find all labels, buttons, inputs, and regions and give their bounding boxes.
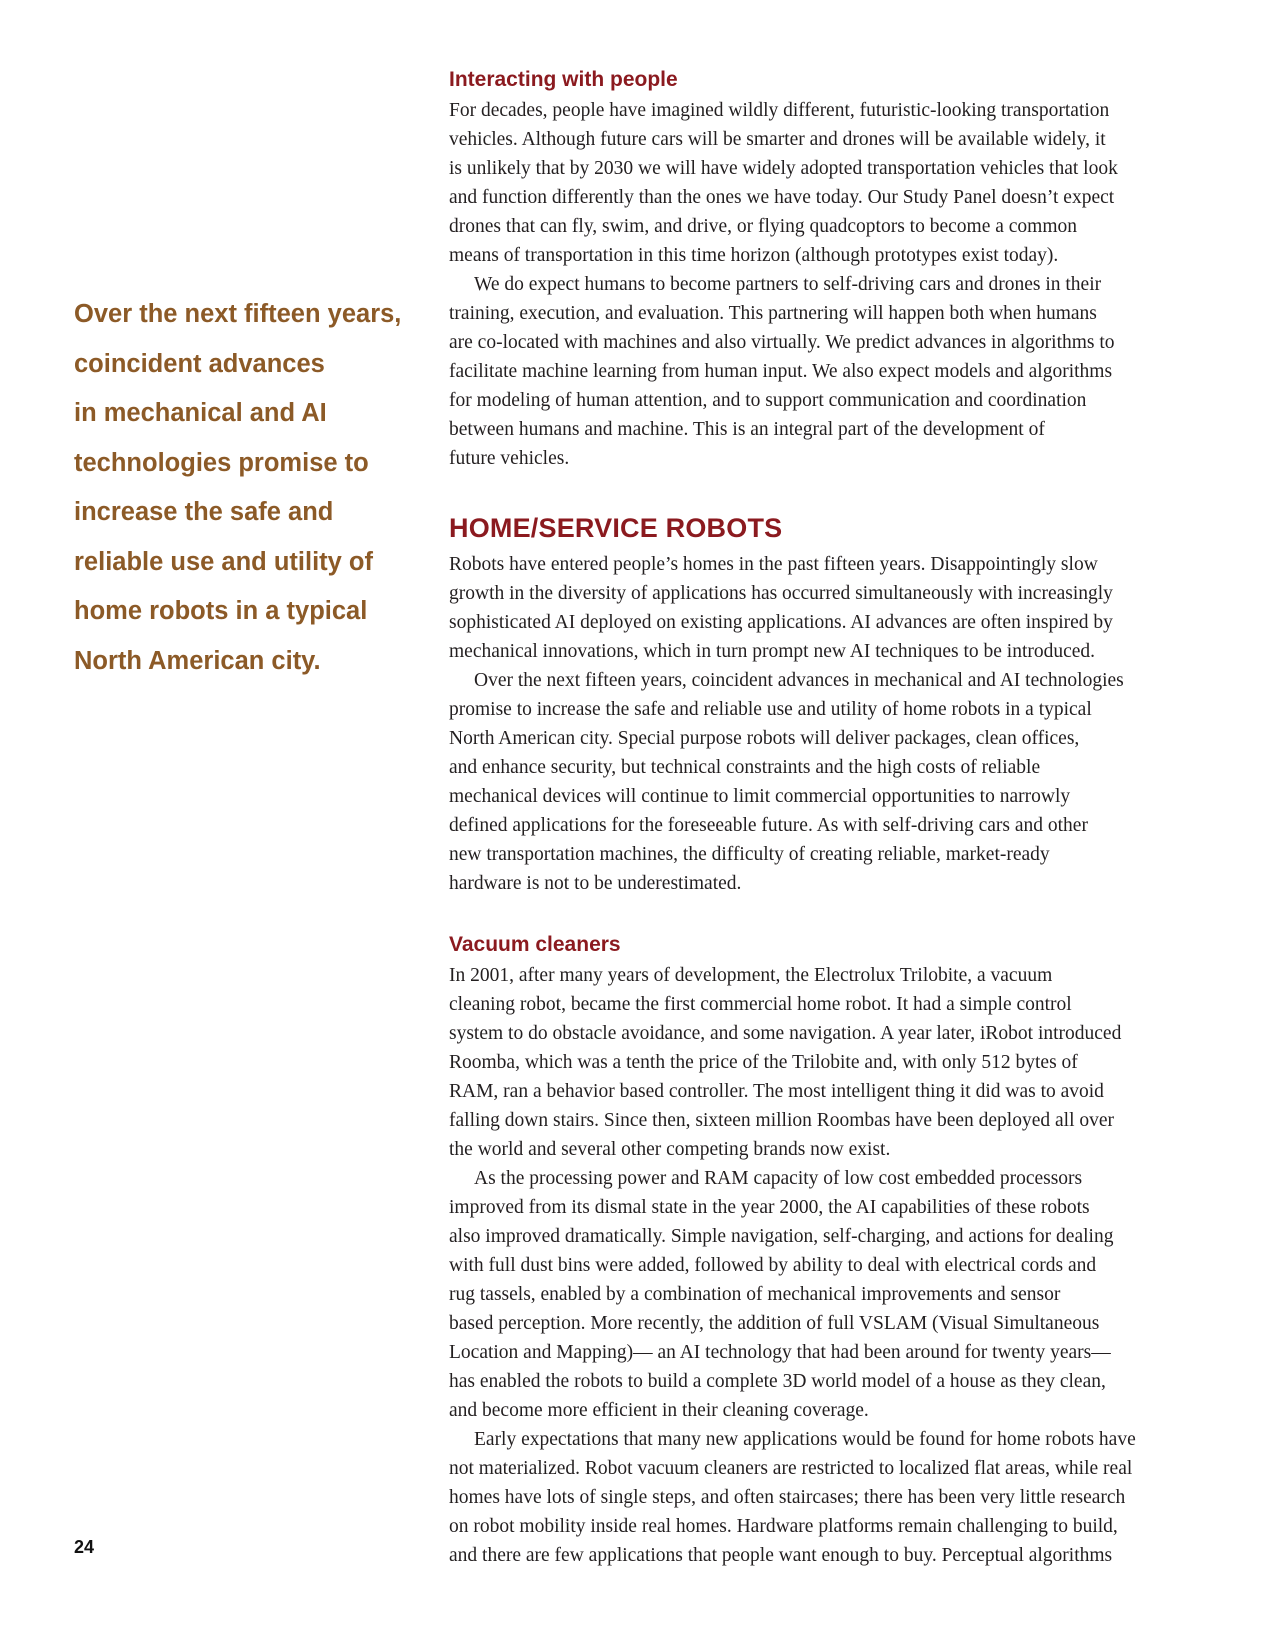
text-line: mechanical devices will continue to limit commercial opportunities to narrowly bbox=[449, 786, 1071, 807]
text-line: We do expect humans to become partners to self-driving cars and drones in their bbox=[474, 274, 1102, 295]
text-line: and there are few applications that people want enough to buy. Perceptual algorithms bbox=[449, 1545, 1113, 1566]
text-line: sophisticated AI deployed on existing applications. AI advances are often inspired by bbox=[449, 612, 1113, 633]
paragraph bbox=[449, 961, 1209, 1164]
text-line: has enabled the robots to build a complete 3D world model of a house as they clean, bbox=[449, 1371, 1106, 1392]
text-line: and function differently than the ones we have today. Our Study Panel doesn’t expect bbox=[449, 187, 1115, 208]
text-line: new transportation machines, the difficulty of creating reliable, market-ready bbox=[449, 844, 1050, 865]
text-line: rug tassels, enabled by a combination of mechanical improvements and sensor bbox=[449, 1284, 1061, 1305]
pull-quote bbox=[74, 290, 424, 686]
text-line: For decades, people have imagined wildly different, futuristic-looking transportation bbox=[449, 100, 1110, 121]
paragraph bbox=[449, 1425, 1209, 1570]
text-line: Location and Mapping)— an AI technology that had been around for twenty years— bbox=[449, 1342, 1111, 1363]
text-line: training, execution, and evaluation. This partnering will happen both when humans bbox=[449, 303, 1097, 324]
text-line: for modeling of human attention, and to support communication and coordination bbox=[449, 390, 1087, 411]
text-line: not materialized. Robot vacuum cleaners are restricted to localized flat areas, while real bbox=[449, 1458, 1133, 1479]
text-line: hardware is not to be underestimated. bbox=[449, 873, 742, 894]
text-line: facilitate machine learning from human input. We also expect models and algorithms bbox=[449, 361, 1113, 382]
text-line: RAM, ran a behavior based controller. The most intelligent thing it did was to avoid bbox=[449, 1081, 1104, 1102]
text-line: vehicles. Although future cars will be smarter and drones will be available widely, it bbox=[449, 129, 1106, 150]
text-line: Over the next fifteen years, coincident advances in mechanical and AI technologies bbox=[474, 670, 1124, 691]
text-line: drones that can fly, swim, and drive, or flying quadcoptors to become a common bbox=[449, 216, 1077, 237]
paragraph bbox=[449, 1164, 1209, 1425]
text-line: Robots have entered people’s homes in the past fifteen years. Disappointingly slow bbox=[449, 554, 1098, 575]
text-line: system to do obstacle avoidance, and some navigation. A year later, iRobot introduced bbox=[449, 1023, 1122, 1044]
paragraph bbox=[449, 270, 1209, 473]
text-line: home robots in a typical bbox=[74, 597, 368, 625]
text-line: homes have lots of single steps, and often staircases; there has been very little research bbox=[449, 1487, 1126, 1508]
text-line: falling down stairs. Since then, sixteen million Roombas have been deployed all over bbox=[449, 1110, 1115, 1131]
text-line: increase the safe and bbox=[74, 498, 334, 526]
text-line: defined applications for the foreseeable future. As with self-driving cars and other bbox=[449, 815, 1088, 836]
text-line: cleaning robot, became the first commercial home robot. It had a simple control bbox=[449, 994, 1072, 1015]
text-line: based perception. More recently, the addition of full VSLAM (Visual Simultaneous bbox=[449, 1313, 1100, 1334]
text-line: is unlikely that by 2030 we will have widely adopted transportation vehicles that look bbox=[449, 158, 1118, 179]
text-line: promise to increase the safe and reliable use and utility of home robots in a typical bbox=[449, 699, 1092, 720]
heading-home-service-robots: HOME/SERVICE ROBOTS bbox=[449, 513, 783, 543]
text-line: in mechanical and AI bbox=[74, 399, 327, 427]
text-line: are co-located with machines and also virtually. We predict advances in algorithms to bbox=[449, 332, 1115, 353]
text-line: also improved dramatically. Simple navigation, self-charging, and actions for dealing bbox=[449, 1226, 1114, 1247]
text-line: and enhance security, but technical constraints and the high costs of reliable bbox=[449, 757, 1041, 778]
text-line: North American city. bbox=[74, 646, 321, 675]
text-line: Early expectations that many new applications would be found for home robots have bbox=[474, 1429, 1136, 1450]
text-line: North American city. Special purpose robots will deliver packages, clean offices, bbox=[449, 728, 1080, 749]
heading-vacuum-cleaners: Vacuum cleaners bbox=[449, 933, 621, 956]
paragraph bbox=[449, 666, 1209, 898]
text-line: with full dust bins were added, followed by ability to deal with electrical cords and bbox=[449, 1255, 1097, 1276]
text-line: Over the next fifteen years, bbox=[74, 300, 402, 328]
page-number: 24 bbox=[74, 1537, 95, 1557]
text-line: technologies promise to bbox=[74, 448, 369, 477]
text-line: Roomba, which was a tenth the price of the Trilobite and, with only 512 bytes of bbox=[449, 1052, 1078, 1073]
text-line: growth in the diversity of applications has occurred simultaneously with increasingly bbox=[449, 583, 1113, 604]
paragraph bbox=[449, 550, 1209, 666]
text-line: the world and several other competing brands now exist. bbox=[449, 1139, 891, 1160]
text-line: mechanical innovations, which in turn prompt new AI techniques to be introduced. bbox=[449, 641, 1096, 662]
text-line: coincident advances bbox=[74, 349, 325, 378]
text-line: means of transportation in this time horizon (although prototypes exist today). bbox=[449, 245, 1059, 266]
text-line: and become more efficient in their cleaning coverage. bbox=[449, 1400, 869, 1421]
text-line: reliable use and utility of bbox=[74, 547, 373, 576]
heading-interacting-with-people: Interacting with people bbox=[449, 68, 678, 91]
text-line: between humans and machine. This is an integral part of the development of bbox=[449, 419, 1045, 440]
paragraph bbox=[449, 96, 1209, 270]
text-line: future vehicles. bbox=[449, 448, 570, 469]
text-line: improved from its dismal state in the year 2000, the AI capabilities of these robots bbox=[449, 1197, 1090, 1218]
text-line: In 2001, after many years of development, the Electrolux Trilobite, a vacuum bbox=[449, 965, 1053, 986]
text-line: on robot mobility inside real homes. Hardware platforms remain challenging to build, bbox=[449, 1516, 1118, 1537]
text-line: As the processing power and RAM capacity of low cost embedded processors bbox=[474, 1168, 1083, 1189]
main-column bbox=[449, 66, 1209, 1570]
